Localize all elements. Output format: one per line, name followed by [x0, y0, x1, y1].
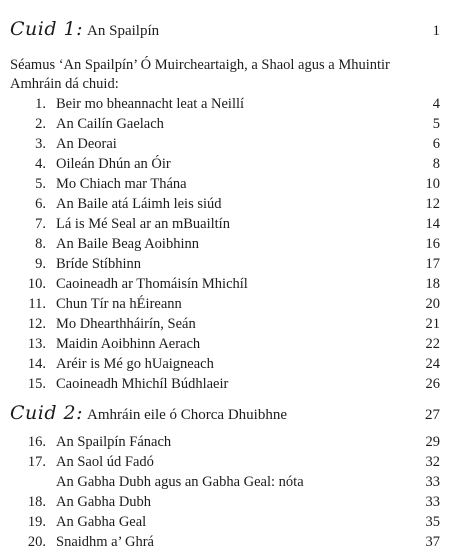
entry-number: 11.: [28, 296, 46, 312]
entry-title: An Spailpín Fánach: [56, 434, 172, 450]
part2-label: Cuid 2:: [10, 402, 84, 424]
part1-title: An Spailpín: [87, 23, 160, 39]
part2-heading: [10, 402, 440, 428]
entry-page: 17: [425, 256, 440, 272]
entry-number: 4.: [35, 156, 46, 172]
entry-page: 12: [425, 196, 440, 212]
toc-entry[interactable]: [14, 136, 440, 156]
part2-page: 27: [425, 407, 440, 423]
entry-title: An Gabha Geal: [56, 514, 147, 530]
entry-title: An Gabha Dubh: [56, 494, 152, 510]
entry-number: 19.: [27, 514, 46, 530]
entry-number: 13.: [27, 336, 46, 352]
toc-entry[interactable]: [14, 356, 440, 376]
entry-page: 14: [425, 216, 440, 232]
toc-entry[interactable]: [14, 236, 440, 256]
toc-entry[interactable]: [14, 156, 440, 176]
part1-intro: [10, 56, 440, 94]
entry-page: 32: [425, 454, 440, 470]
entry-number: 18.: [27, 494, 46, 510]
entry-page: 26: [425, 376, 440, 392]
entry-number: 2.: [35, 116, 46, 132]
entry-page: 6: [432, 136, 440, 152]
part1-label: Cuid 1:: [10, 18, 84, 40]
entry-title: Aréir is Mé go hUaigneach: [56, 356, 214, 372]
entry-title: An Baile atá Láimh leis siúd: [56, 196, 222, 212]
entry-number: 15.: [27, 376, 46, 392]
entry-number: 8.: [35, 236, 46, 252]
entry-page: 20: [425, 296, 440, 312]
entry-page: 21: [425, 316, 440, 332]
toc-entry-note[interactable]: [14, 474, 440, 494]
toc-entry[interactable]: [14, 514, 440, 534]
entry-number: 17.: [27, 454, 46, 470]
entry-title: An Gabha Dubh agus an Gabha Geal: nóta: [56, 474, 304, 490]
entry-title: Bríde Stíbhinn: [56, 256, 141, 272]
toc-entry[interactable]: [14, 216, 440, 236]
entry-title: Snaidhm a’ Ghrá: [56, 534, 154, 550]
intro-line: Séamus ‘An Spailpín’ Ó Muircheartaigh, a Shaol agus a Mhuintir: [10, 57, 390, 73]
entry-page: 37: [425, 534, 440, 550]
toc-entry[interactable]: [14, 534, 440, 554]
intro-subhead: Amhráin dá chuid:: [10, 76, 119, 92]
toc-entry[interactable]: [14, 256, 440, 276]
toc-entry[interactable]: [14, 116, 440, 136]
entry-page: 4: [432, 96, 440, 112]
entry-page: 5: [432, 116, 440, 132]
entry-number: 6.: [35, 196, 46, 212]
entry-page: 24: [425, 356, 440, 372]
entry-page: 10: [425, 176, 440, 192]
toc-entry[interactable]: [14, 96, 440, 116]
entry-title: Caoineadh Mhichíl Búdhlaeir: [56, 376, 229, 392]
entry-title: An Deorai: [56, 136, 117, 152]
entry-title: An Cailín Gaelach: [56, 116, 164, 132]
entry-title: Mo Chiach mar Thána: [56, 176, 187, 192]
entry-page: 35: [425, 514, 440, 530]
toc-entry[interactable]: [14, 316, 440, 336]
entry-number: 10.: [27, 276, 46, 292]
entry-title: Oileán Dhún an Óir: [56, 156, 171, 172]
toc-entry[interactable]: [14, 376, 440, 396]
toc-entry[interactable]: [14, 336, 440, 356]
entry-page: 22: [425, 336, 440, 352]
entry-title: Mo Dhearthháirín, Seán: [56, 316, 196, 332]
entry-number: 16.: [27, 434, 46, 450]
entry-page: 33: [425, 494, 440, 510]
entry-title: Caoineadh ar Thomáisín Mhichíl: [56, 276, 248, 292]
part2-title: Amhráin eile ó Chorca Dhuibhne: [87, 407, 287, 423]
entry-number: 1.: [35, 96, 46, 112]
entry-title: Maidin Aoibhinn Aerach: [56, 336, 201, 352]
entry-page: 8: [432, 156, 440, 172]
entry-number: 7.: [35, 216, 46, 232]
entry-number: 14.: [27, 356, 46, 372]
part1-page: 1: [432, 23, 440, 39]
entry-title: Lá is Mé Seal ar an mBuailtín: [56, 216, 230, 232]
entry-number: 9.: [35, 256, 46, 272]
entry-page: 29: [425, 434, 440, 450]
entry-number: 20.: [27, 534, 46, 550]
entry-title: An Baile Beag Aoibhinn: [56, 236, 199, 252]
entry-page: 16: [425, 236, 440, 252]
entry-number: 5.: [35, 176, 46, 192]
entry-title: Chun Tír na hÉireann: [56, 296, 182, 312]
entry-title: An Saol úd Fadó: [56, 454, 154, 470]
entry-number: 3.: [35, 136, 46, 152]
toc-entry[interactable]: [14, 276, 440, 296]
part1-heading: [10, 18, 440, 44]
entry-page: 18: [425, 276, 440, 292]
entry-page: 33: [425, 474, 440, 490]
entry-number: 12.: [27, 316, 46, 332]
toc-entry[interactable]: [14, 454, 440, 474]
toc-entry[interactable]: [14, 494, 440, 514]
toc-entry[interactable]: [14, 196, 440, 216]
toc-entry[interactable]: [14, 434, 440, 454]
entry-title: Beir mo bheannacht leat a Neillí: [56, 96, 245, 112]
toc-entry[interactable]: [14, 176, 440, 196]
toc-entry[interactable]: [14, 296, 440, 316]
